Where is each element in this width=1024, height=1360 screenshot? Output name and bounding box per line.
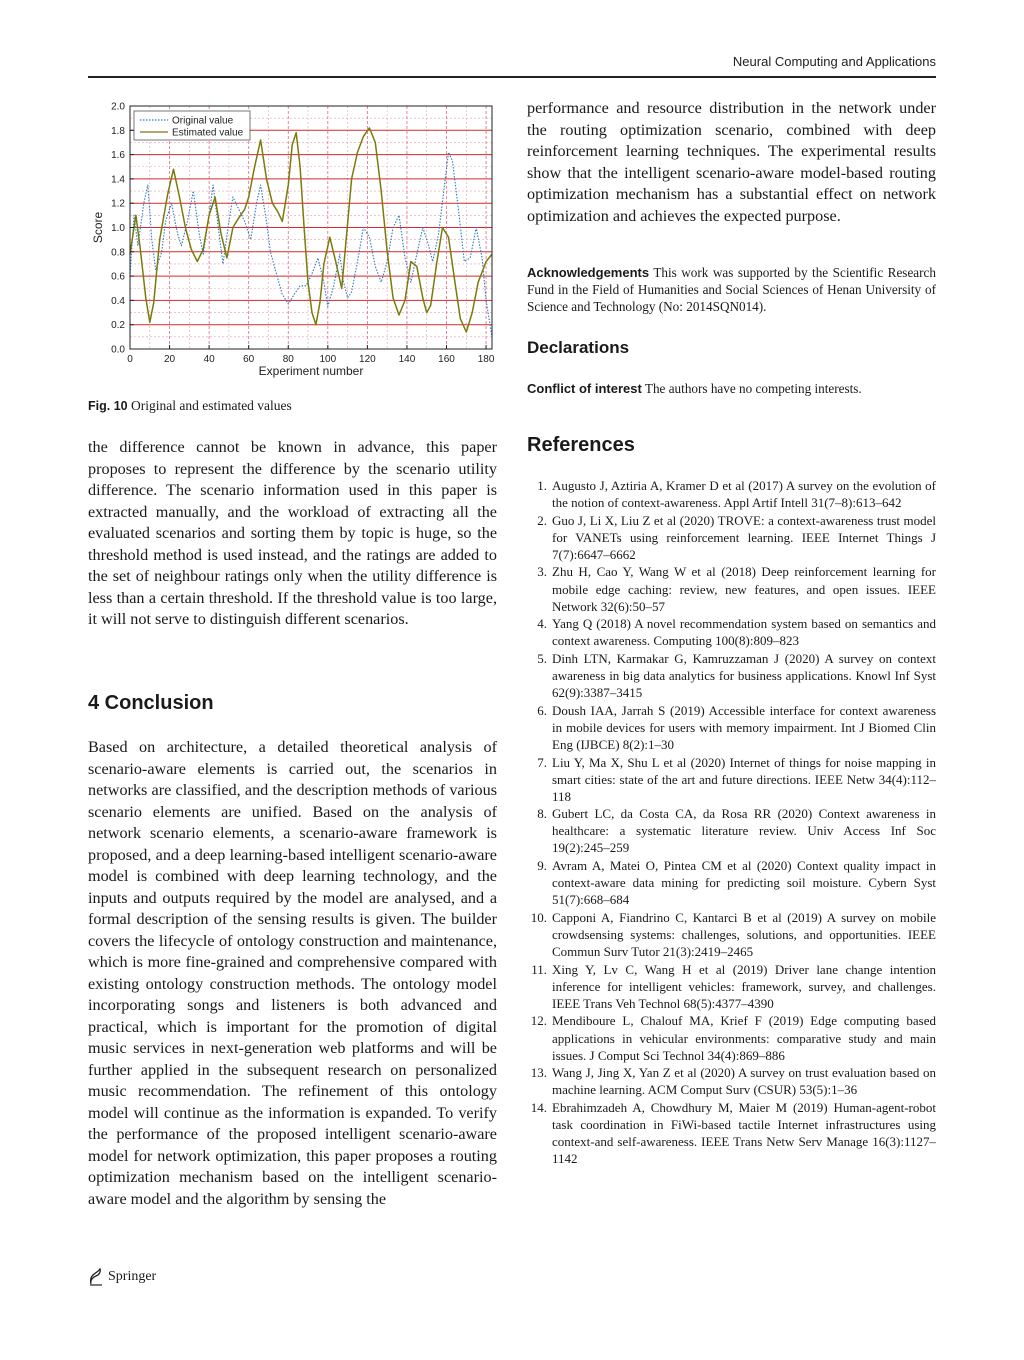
right-paragraph-1: performance and resource distribution in the network under the routing optimization scenario, combined with deep reinforcement learning techniques. The experimental results show that the intelligent scenario-aware model-based routing optimization mechanism has a substantial effect on network optimization and achieves the expected purpose.: [527, 99, 936, 225]
reference-text: Dinh LTN, Karmakar G, Kamruzzaman J (2020) A survey on context awareness in big data analytics for business applications. Knowl Inf Syst 62(9):3387–3415: [552, 650, 936, 701]
publisher-name: Springer: [108, 1269, 157, 1284]
y-tick-label: 1.0: [111, 223, 125, 234]
coi-text: The authors have no competing interests.: [644, 381, 862, 396]
reference-item: [527, 909, 936, 960]
legend-label: Estimated value: [172, 127, 244, 139]
reference-item: [527, 1012, 936, 1063]
running-header-journal: Neural Computing and Applications: [732, 54, 936, 69]
reference-item: [527, 1064, 936, 1098]
x-axis-label: Experiment number: [258, 364, 364, 378]
reference-text: Yang Q (2018) A novel recommendation system based on semantics and context awareness. Computing 100(8):809–823: [552, 616, 936, 649]
x-tick-label: 180: [477, 354, 495, 365]
reference-text: Ebrahimzadeh A, Chowdhury M, Maier M (2019) Human-agent-robot task coordination in FiWi-based tactile Internet infrastructures using context-and self-awareness. IEEE Trans Netw Serv Manage 16(3):1127–1142: [552, 1099, 936, 1167]
reference-item: [527, 650, 936, 701]
reference-text: Gubert LC, da Costa CA, da Rosa RR (2020) Context awareness in healthcare: a systematic literature review. Univ Access Inf Soc 19(2):245–259: [552, 806, 936, 856]
y-tick-label: 0.4: [111, 295, 125, 307]
reference-number: 9.: [537, 858, 547, 874]
reference-text: Mendiboure L, Chalouf MA, Krief F (2019) Edge computing based applications in vehicular environments: comparative study and main issues. J Comput Sci Technol 34(4):869–886: [552, 1013, 936, 1063]
acknowledgements: [527, 264, 936, 315]
reference-number: 1.: [537, 478, 547, 493]
reference-text: Xing Y, Lv C, Wang H et al (2019) Driver lane change intention inference for intelligent vehicles: framework, survey, and challenges. IEEE Trans Veh Technol 68(5):4377–4390: [552, 961, 936, 1011]
conflict-of-interest: [527, 380, 936, 397]
y-tick-label: 0.6: [111, 271, 125, 283]
y-tick-label: 1.8: [111, 125, 125, 137]
reference-item: [527, 961, 936, 1012]
x-tick-label: 20: [164, 354, 176, 365]
reference-number: 7.: [537, 754, 547, 770]
reference-text: Wang J, Jing X, Yan Z et al (2020) A survey on trust evaluation based on machine learning. ACM Comput Surv (CSUR) 53(5):1–36: [552, 1065, 936, 1098]
reference-item: [527, 477, 936, 511]
x-tick-label: 160: [438, 354, 455, 365]
reference-text: Liu Y, Ma X, Shu L et al (2020) Internet of things for noise mapping in smart cities: state of the art and future directions. IEEE Netw 34(4):112–118: [552, 754, 936, 804]
footer: [88, 1268, 156, 1286]
reference-text: Capponi A, Fiandrino C, Kantarci B et al (2019) A survey on mobile crowdsensing systems: challenges, solutions, and opportunities. IEEE Commun Surv Tutor 21(3):2419–2465: [552, 909, 936, 960]
figure-chart: [88, 98, 500, 383]
reference-item: [527, 615, 936, 649]
references-title: References: [527, 434, 635, 456]
y-tick-label: 1.4: [111, 174, 125, 186]
reference-item: [527, 512, 936, 563]
left-paragraph-1: the difference cannot be known in advance, this paper proposes to represent the difference by the scenario utility difference. The scenario information used in this paper is extracted manually, and the workload of extracting all the evaluated scenarios and sorting them by topic is huge, so the threshold method is used instead, and the ratings are added to the set of neighbour ratings only when the utility difference is less than a certain threshold. If the threshold value is too large, it will not serve to distinguish different scenarios.: [88, 438, 497, 628]
acknowledgements-text: This work was supported by the Scientific Research Fund in the Field of Humanities and Social Sciences of Henan University of Science and Technology (No: 2014SQN014).: [527, 265, 936, 314]
reference-number: 11.: [531, 961, 547, 977]
figure-label: Fig. 10: [88, 399, 128, 413]
reference-number: 14.: [530, 1099, 547, 1115]
reference-list: [527, 477, 936, 1168]
x-tick-label: 100: [319, 354, 337, 365]
x-tick-label: 80: [282, 354, 294, 365]
reference-number: 13.: [530, 1065, 547, 1081]
reference-text: Guo J, Li X, Liu Z et al (2020) TROVE: a context-awareness trust model for VANETs using reinforcement learning. IEEE Internet Things J 7(7):6647–6662: [552, 512, 936, 562]
y-tick-label: 0.0: [111, 344, 125, 356]
reference-item: [527, 563, 936, 614]
section-title-conclusion: 4 Conclusion: [88, 692, 214, 714]
left-paragraph-2: Based on architecture, a detailed theoretical analysis of scenario-aware elements is carried out, the scenarios in networks are classified, and the description methods of various scenario elements are unified. Based on the analysis of network scenario elements, a scenario-aware framework is proposed, and a deep learning-based intelligent scenario-aware model is combined with deep learning technology, and the inputs and outputs required by the model are analysed, and a formal description of the sensing results is given. The builder covers the lifecycle of ontology construction and maintenance, which is more fine-grained and comprehensive compared with existing ontology construction methods. The ontology model incorporating songs and listeners is both advanced and practical, which is important for the promotion of digital music services in next-generation web platforms and will be further applied in the subsequent research on personalized music recommendation. The refinement of this ontology model will continue as the information is expanded. To verify the performance of the proposed intelligent scenario-aware model for network optimization, this paper proposes a routing optimization mechanism based on the intelligent scenario-aware model and the algorithm by sensing the: [88, 738, 497, 1208]
x-tick-label: 120: [359, 354, 376, 365]
reference-number: 4.: [537, 616, 547, 632]
y-tick-label: 2.0: [111, 101, 125, 113]
x-tick-label: 60: [243, 354, 255, 365]
y-tick-label: 1.6: [111, 150, 125, 162]
y-tick-label: 0.2: [111, 320, 125, 332]
reference-text: Zhu H, Cao Y, Wang W et al (2018) Deep reinforcement learning for mobile edge caching: review, new features, and open issues. IEEE Network 32(6):50–57: [552, 564, 936, 614]
reference-number: 5.: [537, 650, 547, 666]
figure-caption: [88, 398, 497, 414]
y-axis-label: Score: [91, 211, 105, 244]
reference-item: [527, 1099, 936, 1167]
reference-text: Avram A, Matei O, Pintea CM et al (2020) Context quality impact in context-aware data mining for predicting soil moisture. Cybern Syst 51(7):668–684: [552, 858, 936, 908]
reference-number: 3.: [537, 564, 547, 580]
reference-item: [527, 702, 936, 753]
y-tick-label: 1.2: [111, 198, 125, 210]
coi-heading: Conflict of interest: [527, 381, 642, 396]
reference-number: 6.: [537, 702, 547, 718]
x-tick-label: 140: [398, 354, 416, 365]
acknowledgements-heading: Acknowledgements: [527, 265, 650, 280]
declarations-title: Declarations: [527, 338, 630, 357]
reference-item: [527, 805, 936, 856]
reference-number: 12.: [530, 1013, 547, 1029]
reference-number: 8.: [537, 806, 547, 822]
reference-item: [527, 754, 936, 805]
x-tick-label: 0: [127, 354, 133, 365]
legend-label: Original value: [172, 115, 234, 127]
y-tick-label: 0.8: [111, 247, 125, 259]
header-rule: [88, 76, 936, 78]
reference-text: Doush IAA, Jarrah S (2019) Accessible interface for context awareness in mobile devices for users with memory impairment. Int J Biomed Clin Eng (IJBCE) 8(2):1–30: [552, 702, 936, 752]
reference-item: [527, 857, 936, 908]
figure-caption-text: Original and estimated values: [130, 398, 292, 413]
reference-text: Augusto J, Aztiria A, Kramer D et al (2017) A survey on the evolution of the notion of context-awareness. Appl Artif Intell 31(7–8):613–642: [552, 478, 936, 511]
reference-number: 2.: [537, 512, 547, 528]
reference-number: 10.: [530, 909, 547, 925]
springer-logo-icon: [88, 1268, 104, 1286]
x-tick-label: 40: [203, 354, 215, 365]
